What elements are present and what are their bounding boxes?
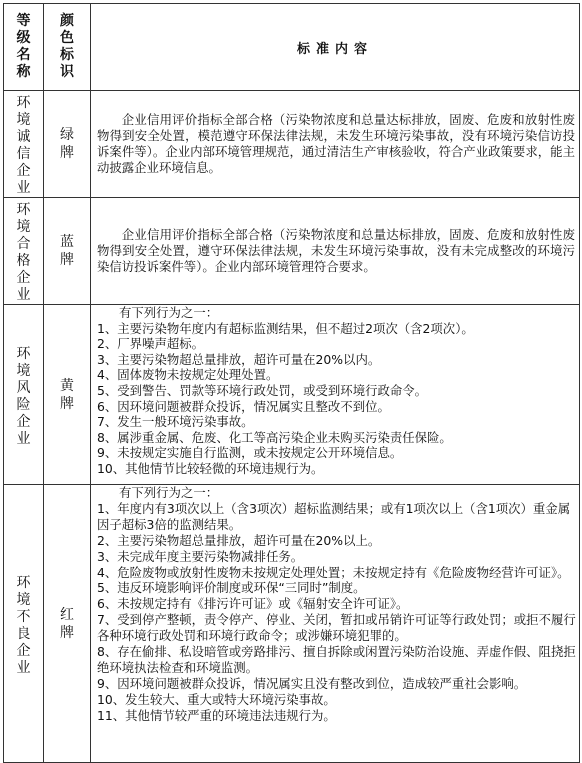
content-cell [91, 305, 580, 485]
grade-name-blue: 环境合格企业 [16, 202, 31, 303]
list-item: 1、主要污染物年度内有超标监测结果，但不超过2项次（含2项次）。 [97, 320, 474, 336]
list-item: 2、厂界噪声超标。 [97, 336, 205, 352]
color-cell [44, 305, 91, 485]
content-cell [91, 198, 580, 305]
list-item: 9、因环境问题被群众投诉，情况属实且没有整改到位，造成较严重社会影响。 [97, 675, 527, 691]
grade-name-cell [4, 485, 44, 763]
color-label-green: 绿牌 [60, 127, 74, 161]
content-cell [91, 91, 580, 198]
list-intro-yellow: 有下列行为之一： [119, 305, 219, 320]
content-cell [91, 485, 580, 763]
list-item: 1、年度内有3项次以上（含3项次）超标监测结果；或有1项次以上（含1项次）重金属因子超标3倍的监测结果。 [97, 500, 571, 532]
environmental-credit-grade-table [3, 3, 580, 763]
table-row-yellow [4, 305, 580, 485]
list-item: 4、固体废物未按规定处理处置。 [97, 367, 279, 383]
grade-name-red: 环境不良企业 [16, 574, 31, 676]
grade-name-cell [4, 198, 44, 305]
color-cell [44, 91, 91, 198]
color-label-yellow: 黄牌 [60, 377, 74, 412]
header-color-cell [44, 4, 91, 91]
list-item: 5、受到警告、罚款等环境行政处罚，或受到环境行政命令。 [97, 382, 428, 398]
header-standard-content: 标准内容 [91, 4, 580, 91]
grade-name-green: 环境诚信企业 [16, 95, 31, 196]
header-grade-name-cell [4, 4, 44, 91]
list-item: 5、违反环境影响评价制度或环保“三同时”制度。 [97, 580, 366, 596]
grade-name-cell [4, 91, 44, 198]
standard-content-blue: 企业信用评价指标全部合格（污染物浓度和总量达标排放，固废、危废和放射性废物得到安全处置，遵守环保法律法规，未发生环境污染事故，没有未完成整改的环境污染信访投诉案件等）。企业内部环境管理符合要求。 [97, 227, 575, 274]
list-item: 7、受到停产整顿，责令停产、停业、关闭，暂扣或吊销许可证等行政处罚；或拒不履行各种环境行政处罚和环境行政命令；或涉嫌环境犯罪的。 [97, 612, 576, 644]
list-item: 2、主要污染物超总量排放，超许可量在20%以上。 [97, 532, 381, 548]
table-row-green [4, 91, 580, 198]
list-item: 6、因环境问题被群众投诉，情况属实且整改不到位。 [97, 398, 390, 414]
list-item: 8、属涉重金属、危废、化工等高污染企业未购买污染责任保险。 [97, 429, 452, 445]
standard-content-green: 企业信用评价指标全部合格（污染物浓度和总量达标排放，固废、危废和放射性废物得到安全处置，模范遵守环保法律法规，未发生环境污染事故，没有环境污染信访投诉案件等）。企业内部环境管理规范，通过清洁生产审核验收，符合产业政策要求，能主动披露企业环境信息。 [97, 112, 575, 175]
list-item: 8、存在偷排、私设暗管或旁路排污、擅自拆除或闲置污染防治设施、弄虚作假、阻挠拒绝环境执法检查和环境监测。 [97, 644, 576, 675]
grade-name-yellow: 环境风险企业 [16, 345, 31, 447]
grade-name-cell [4, 305, 44, 485]
header-color-label: 颜色标识 [60, 13, 74, 80]
color-cell [44, 485, 91, 763]
list-item: 3、未完成年度主要污染物减排任务。 [97, 548, 304, 564]
table-row-blue [4, 198, 580, 305]
color-label-blue: 蓝牌 [60, 234, 74, 268]
color-cell [44, 198, 91, 305]
list-item: 3、主要污染物超总量排放，超许可量在20%以内。 [97, 351, 381, 367]
list-item: 4、危险废物或放射性废物未按规定处理处置；未按规定持有《危险废物经营许可证》。 [97, 564, 570, 580]
list-item: 10、其他情节比较轻微的环境违规行为。 [97, 460, 324, 476]
list-item: 11、其他情节较严重的环境违法违规行为。 [97, 707, 336, 723]
list-intro-red: 有下列行为之一： [119, 485, 219, 500]
list-item: 6、未按规定持有《排污许可证》或《辐射安全许可证》。 [97, 596, 409, 612]
color-label-red: 红牌 [60, 606, 74, 641]
header-grade-name: 等级名称 [16, 13, 31, 80]
table-row-red [4, 485, 580, 763]
list-item: 10、发生较大、重大或特大环境污染事故。 [97, 691, 336, 707]
list-item: 7、发生一般环境污染事故。 [97, 414, 254, 430]
list-item: 9、未按规定实施自行监测，或未按规定公开环境信息。 [97, 445, 403, 461]
table-header-row [4, 4, 580, 91]
